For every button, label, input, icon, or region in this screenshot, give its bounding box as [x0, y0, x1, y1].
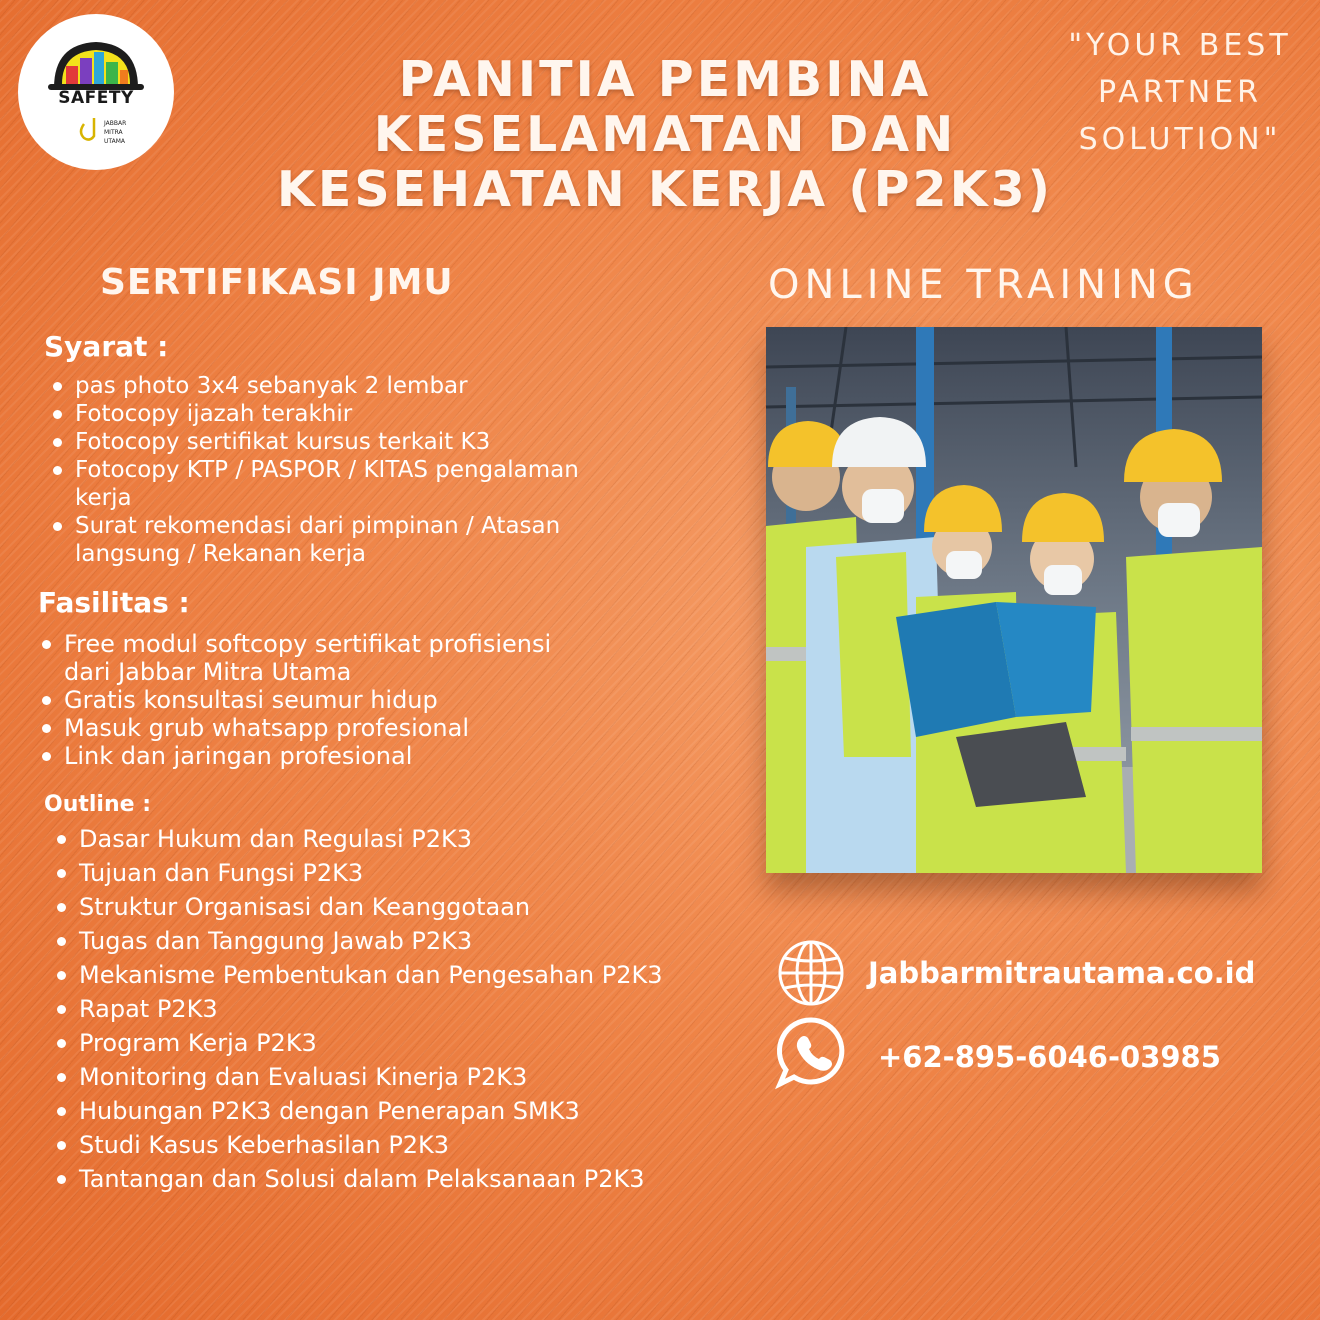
workers-photo: [766, 327, 1262, 873]
list-item: Gratis konsultasi seumur hidup: [64, 686, 604, 714]
facilities-title: Fasilitas :: [38, 586, 190, 619]
list-item: Monitoring dan Evaluasi Kinerja P2K3: [79, 1060, 719, 1094]
list-item: Hubungan P2K3 dengan Penerapan SMK3: [79, 1094, 719, 1128]
headline-line-1: PANITIA PEMBINA: [398, 51, 932, 108]
list-item: Rapat P2K3: [79, 992, 719, 1026]
workers-illustration: [766, 327, 1262, 873]
list-item: Tantangan dan Solusi dalam Pelaksanaan P2K3: [79, 1162, 719, 1196]
list-item: pas photo 3x4 sebanyak 2 lembar: [75, 372, 595, 400]
headline-line-2: KESELAMATAN DAN: [373, 106, 957, 163]
list-item: Fotocopy KTP / PASPOR / KITAS pengalaman kerja: [75, 456, 595, 512]
list-item: Studi Kasus Keberhasilan P2K3: [79, 1128, 719, 1162]
list-item: Fotocopy ijazah terakhir: [75, 400, 595, 428]
headline: [250, 52, 1080, 217]
whatsapp-icon: [774, 1014, 850, 1090]
logo-line-2: MITRA: [104, 129, 123, 136]
list-item: Tugas dan Tanggung Jawab P2K3: [79, 924, 719, 958]
list-item: Surat rekomendasi dari pimpinan / Atasan langsung / Rekanan kerja: [75, 512, 595, 568]
list-item: Masuk grub whatsapp profesional: [64, 714, 604, 742]
globe-icon: [776, 938, 846, 1008]
website-text[interactable]: Jabbarmitrautama.co.id: [868, 956, 1256, 990]
list-item: Tujuan dan Fungsi P2K3: [79, 856, 719, 890]
tagline: [1050, 22, 1310, 163]
list-item: Fotocopy sertifikat kursus terkait K3: [75, 428, 595, 456]
online-training-title: ONLINE TRAINING: [768, 262, 1199, 308]
list-item: Free modul softcopy sertifikat profisiensi dari Jabbar Mitra Utama: [64, 630, 604, 686]
list-item: Struktur Organisasi dan Keanggotaan: [79, 890, 719, 924]
list-item: Link dan jaringan profesional: [64, 742, 604, 770]
tagline-line-2: PARTNER: [1098, 75, 1262, 110]
phone-text[interactable]: +62-895-6046-03985: [878, 1040, 1221, 1074]
list-item: Mekanisme Pembentukan dan Pengesahan P2K3: [79, 958, 719, 992]
requirements-title: Syarat :: [44, 330, 169, 363]
logo-wordmark: SAFETY: [58, 88, 134, 108]
headline-line-3: KESEHATAN KERJA (P2K3): [276, 161, 1054, 218]
logo: [18, 14, 174, 170]
logo-line-1: JABBAR: [104, 120, 127, 127]
tagline-line-3: SOLUTION": [1078, 122, 1282, 157]
logo-line-3: UTAMA: [104, 138, 125, 145]
list-item: Dasar Hukum dan Regulasi P2K3: [79, 822, 719, 856]
outline-list: [79, 822, 719, 1196]
certification-title: SERTIFIKASI JMU: [100, 262, 454, 303]
facilities-list: [64, 630, 604, 770]
list-item: Program Kerja P2K3: [79, 1026, 719, 1060]
requirements-list: [75, 372, 595, 568]
tagline-line-1: "YOUR BEST: [1068, 28, 1292, 63]
outline-title: Outline :: [44, 792, 152, 817]
